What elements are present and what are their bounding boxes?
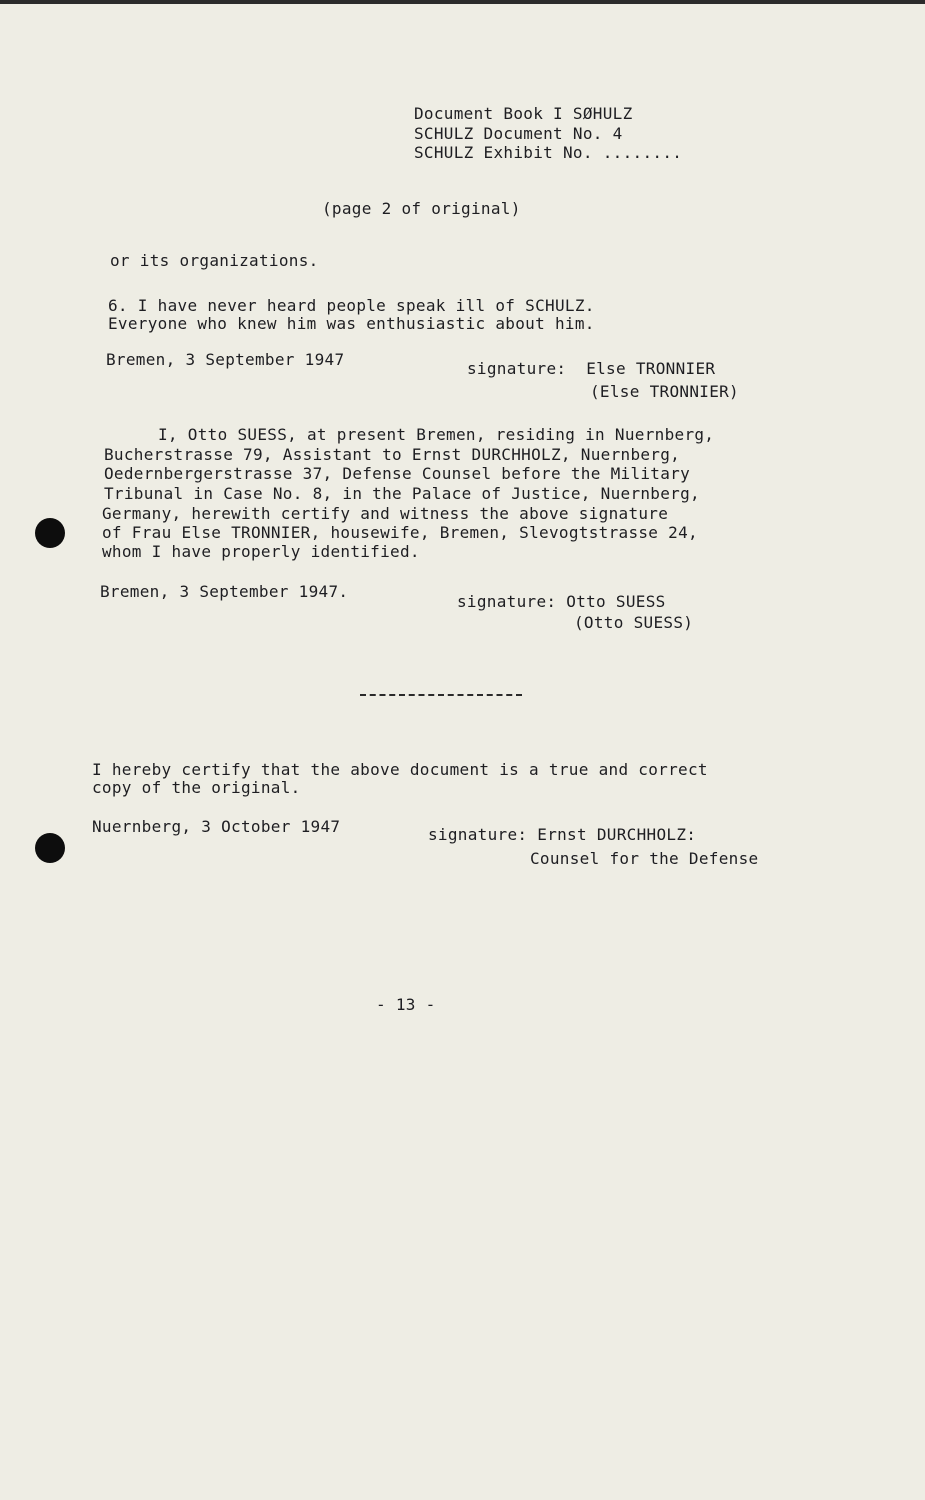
certification-line-5: Germany, herewith certify and witness the above signature (102, 504, 669, 523)
third-signature-role: Counsel for the Defense (530, 849, 759, 868)
header-exhibit-no: SCHULZ Exhibit No. ........ (414, 143, 683, 162)
third-signature-place-date: Nuernberg, 3 October 1947 (92, 817, 341, 836)
second-signature-place-date: Bremen, 3 September 1947. (100, 582, 349, 601)
final-cert-line-1: I hereby certify that the above document is a true and correct (92, 760, 708, 779)
second-signature-name: (Otto SUESS) (574, 613, 694, 632)
certification-line-3: Oedernbergerstrasse 37, Defense Counsel before the Military (104, 464, 691, 483)
statement-line-1: 6. I have never heard people speak ill of SCHULZ. (108, 296, 595, 315)
statement-line-2: Everyone who knew him was enthusiastic about him. (108, 314, 595, 333)
intro-line: or its organizations. (110, 251, 319, 270)
first-signature-label: signature: Else TRONNIER (467, 359, 716, 378)
punch-hole-lower (35, 833, 65, 863)
header-document-no: SCHULZ Document No. 4 (414, 124, 623, 143)
page-number: - 13 - (376, 995, 436, 1014)
separator-rule (360, 694, 522, 696)
certification-line-7: whom I have properly identified. (102, 542, 420, 561)
third-signature-label: signature: Ernst DURCHHOLZ: (428, 825, 697, 844)
final-cert-line-2: copy of the original. (92, 778, 301, 797)
first-signature-name: (Else TRONNIER) (590, 382, 739, 401)
certification-line-4: Tribunal in Case No. 8, in the Palace of Justice, Nuernberg, (104, 484, 700, 503)
header-book: Document Book I SØHULZ (414, 104, 633, 123)
scan-edge (0, 0, 925, 4)
page-note: (page 2 of original) (322, 199, 521, 218)
second-signature-label: signature: Otto SUESS (457, 592, 666, 611)
certification-line-2: Bucherstrasse 79, Assistant to Ernst DURCHHOLZ, Nuernberg, (104, 445, 681, 464)
punch-hole-upper (35, 518, 65, 548)
first-signature-place-date: Bremen, 3 September 1947 (106, 350, 345, 369)
certification-line-6: of Frau Else TRONNIER, housewife, Bremen, Slevogtstrasse 24, (102, 523, 698, 542)
certification-line-1: I, Otto SUESS, at present Bremen, residing in Nuernberg, (158, 425, 715, 444)
